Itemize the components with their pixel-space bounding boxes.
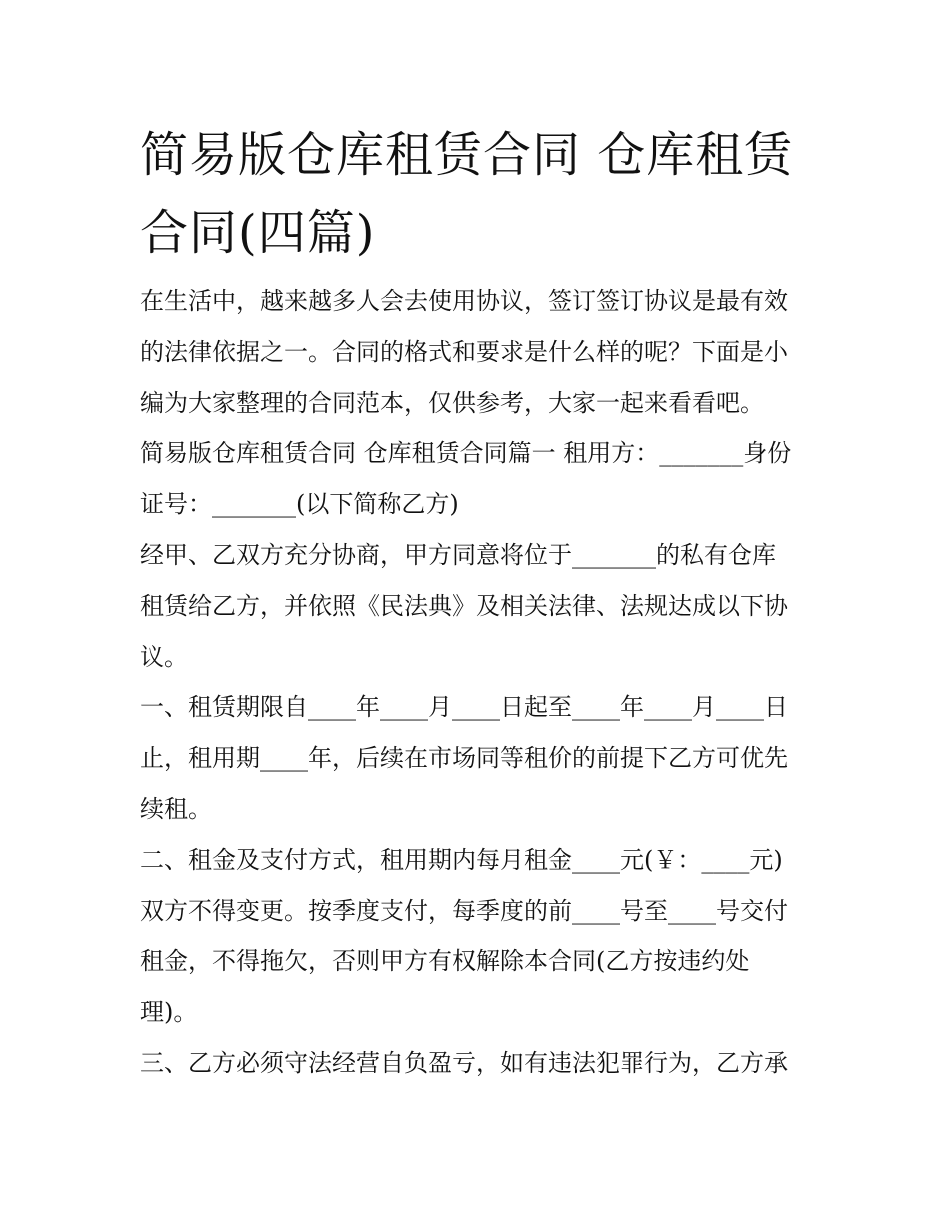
body-line: 双方不得变更。按季度支付，每季度的前____号至____号交付 <box>140 896 788 925</box>
body-line: 经甲、乙双方充分协商，甲方同意将位于_______的私有仓库 <box>140 540 776 569</box>
document-title <box>140 116 820 272</box>
body-line: 租赁给乙方，并依照《民法典》及相关法律、法规达成以下协 <box>140 591 788 620</box>
body-line: 三、乙方必须守法经营自负盈亏，如有违法犯罪行为，乙方承 <box>140 1048 788 1077</box>
body-line: 议。 <box>140 642 188 671</box>
body-line: 二、租金及支付方式，租用期内每月租金____元(￥：____元) <box>140 845 783 874</box>
body-line: 租金，不得拖欠，否则甲方有权解除本合同(乙方按违约处 <box>140 947 750 976</box>
body-line: 在生活中，越来越多人会去使用协议，签订签订协议是最有效 <box>140 287 788 315</box>
title-line: 简易版仓库租赁合同 仓库租赁 <box>140 127 794 183</box>
body-line: 一、租赁期限自____年____月____日起至____年____月____日 <box>140 693 788 722</box>
body-line: 止，租用期____年，后续在市场同等租价的前提下乙方可优先 <box>140 744 788 773</box>
document-body <box>140 276 820 1089</box>
body-line: 理)。 <box>140 998 198 1027</box>
body-line: 续租。 <box>140 794 212 823</box>
body-line: 简易版仓库租赁合同 仓库租赁合同篇一 租用方：_______身份 <box>140 439 792 468</box>
title-line: 合同(四篇) <box>140 205 376 261</box>
body-line: 编为大家整理的合同范本，仅供参考，大家一起来看看吧。 <box>140 388 764 417</box>
body-line: 证号：_______(以下简称乙方) <box>140 490 459 519</box>
body-line: 的法律依据之一。合同的格式和要求是什么样的呢？下面是小 <box>140 337 788 366</box>
